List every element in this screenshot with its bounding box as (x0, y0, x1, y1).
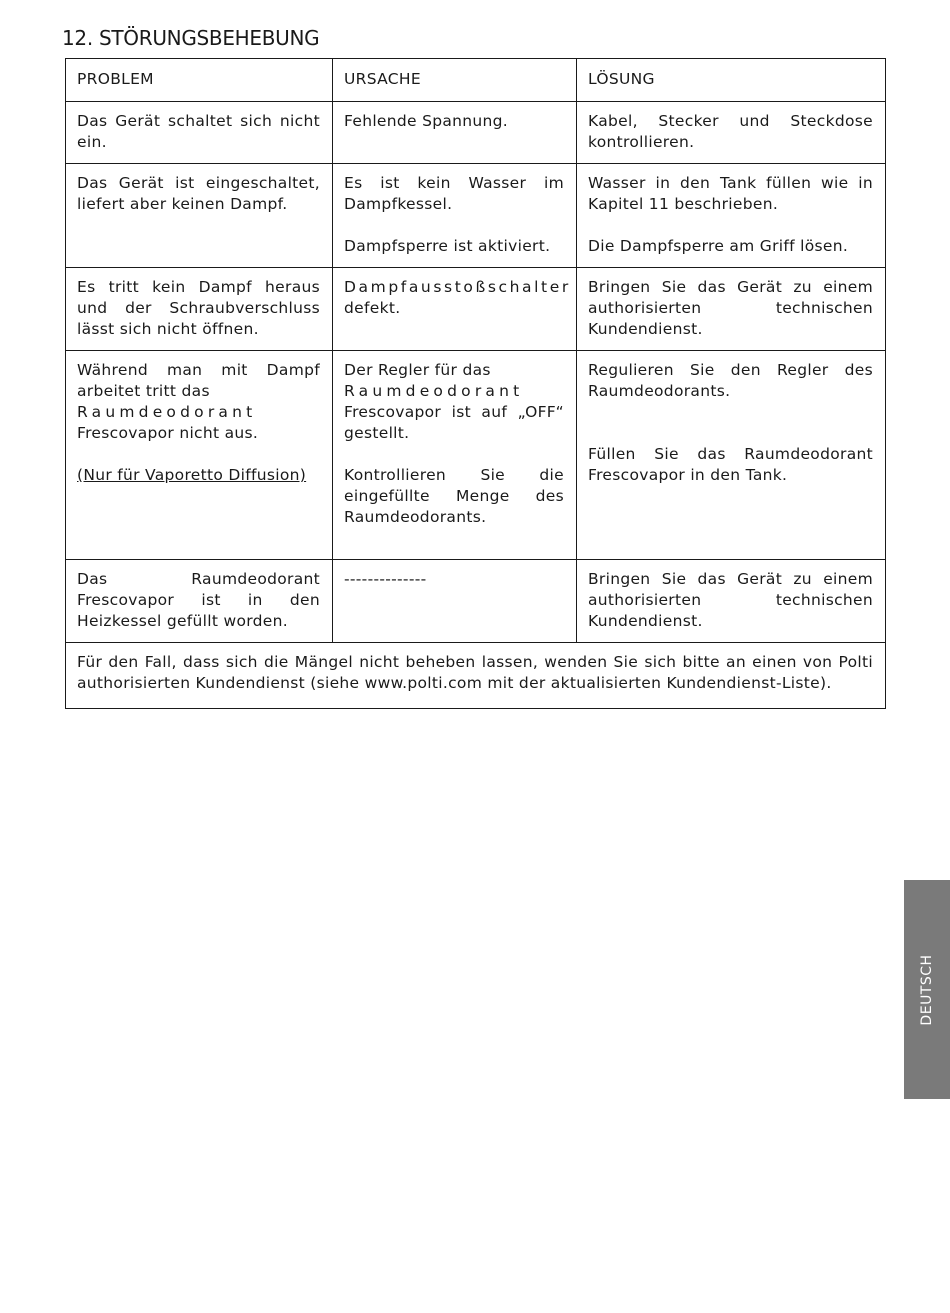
solution-text: Wasser in den Tank füllen wie in Kapitel 11 beschrieben. (588, 174, 873, 213)
cause-cell (333, 268, 577, 351)
solution-text: Die Dampfsperre am Griff lösen. (588, 237, 849, 255)
problem-text: Während man mit Dampf arbeitet tritt das (77, 361, 320, 400)
problem-text: Frescovapor nicht aus. (77, 424, 259, 442)
problem-cell: Das Raumdeodorant Frescovapor ist in den Heizkessel gefüllt worden. (66, 560, 333, 643)
cause-cell: Fehlende Spannung. (333, 102, 577, 164)
problem-cell: Das Gerät schaltet sich nicht ein. (66, 102, 333, 164)
solution-cell: Kabel, Stecker und Steckdose kontrollieren. (577, 102, 886, 164)
cause-text: defekt. (344, 299, 401, 317)
troubleshooting-table (65, 58, 886, 709)
problem-cell (66, 351, 333, 560)
solution-cell (577, 351, 886, 560)
header-cause: URSACHE (333, 59, 577, 102)
header-problem: PROBLEM (66, 59, 333, 102)
problem-text: Raumdeodorant (77, 403, 257, 421)
cause-text: Kontrollieren Sie die eingefüllte Menge des Raumdeodorants. (344, 466, 564, 526)
cause-text: Dampfausstoßschalter (344, 278, 571, 296)
solution-text: Regulieren Sie den Regler des Raumdeodorants. (588, 361, 873, 400)
cause-text: Dampfsperre ist aktiviert. (344, 237, 551, 255)
table-row (66, 164, 886, 268)
solution-cell: Bringen Sie das Gerät zu einem authorisierten technischen Kundendienst. (577, 560, 886, 643)
cause-text: Frescovapor ist auf „OFF“ gestellt. (344, 403, 564, 442)
table-row (66, 268, 886, 351)
footer-row (66, 643, 886, 709)
solution-cell (577, 164, 886, 268)
table-header-row (66, 59, 886, 102)
language-tab (904, 880, 950, 1099)
table-row (66, 560, 886, 643)
cause-cell (333, 351, 577, 560)
cause-text: Raumdeodorant (344, 382, 524, 400)
cause-text: Es ist kein Wasser im Dampfkessel. (344, 174, 564, 213)
solution-text: Füllen Sie das Raumdeodorant Frescovapor in den Tank. (588, 445, 873, 484)
cause-cell: -------------- (333, 560, 577, 643)
problem-cell: Das Gerät ist eingeschaltet, liefert aber keinen Dampf. (66, 164, 333, 268)
problem-note: (Nur für Vaporetto Diffusion) (77, 466, 307, 484)
header-solution: LÖSUNG (577, 59, 886, 102)
section-title: 12. STÖRUNGSBEHEBUNG (62, 26, 320, 50)
language-tab-label: DEUTSCH (919, 953, 935, 1026)
table-row (66, 102, 886, 164)
problem-cell: Es tritt kein Dampf heraus und der Schraubverschluss lässt sich nicht öffnen. (66, 268, 333, 351)
cause-text: Der Regler für das (344, 361, 491, 379)
footer-note: Für den Fall, dass sich die Mängel nicht beheben lassen, wenden Sie sich bitte an einen von Polti authorisierten Kundendienst (siehe www.polti.com mit der aktualisierten Kundendienst-Liste). (66, 643, 886, 709)
cause-cell (333, 164, 577, 268)
solution-cell: Bringen Sie das Gerät zu einem authorisierten technischen Kundendienst. (577, 268, 886, 351)
table-row (66, 351, 886, 560)
